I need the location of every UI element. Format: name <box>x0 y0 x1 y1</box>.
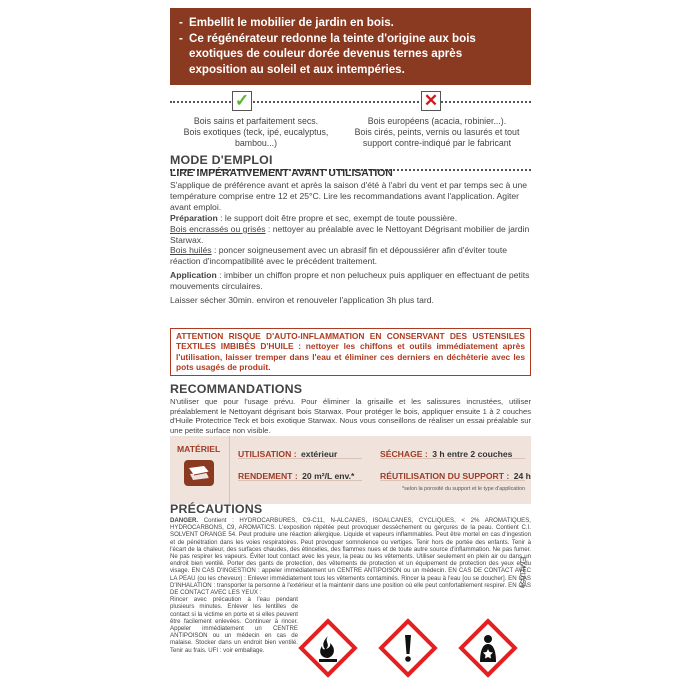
flame-icon <box>298 618 358 678</box>
specs-table <box>170 436 531 504</box>
rendement-value: 20 m²/L env. <box>302 471 352 481</box>
product-label <box>170 8 531 698</box>
rendement-cell: RENDEMENT : 20 m²/L env.* <box>238 471 355 481</box>
cell-divider <box>380 458 525 459</box>
sechage-value: 3 h entre 2 couches <box>432 449 513 459</box>
encrasses-label: Bois encrassés ou grisés <box>170 223 266 234</box>
dotted-divider <box>170 101 531 103</box>
mode-emploi-subtitle: LIRE IMPÉRATIVEMENT AVANT UTILISATION <box>170 168 393 179</box>
product-code: EM1165e <box>518 556 528 589</box>
recommendations-title: RECOMMANDATIONS <box>170 382 303 396</box>
precautions-text: DANGER. Contient : HYDROCARBURES, C9-C11, N-ALCANES, ISOALCANES, CYCLIQUES, < 2% AROMATIQUES, HYDROCARBONS, C9, AROMATICS. L'exposition répétée peut provoquer dessèchement ou gerçures de la peau. Contient C.I. SOLVENT ORANGE 54. Peut produire une réaction allergique. Liquide et vapeurs inflammables. Peut être mortel en cas d'ingestion et de pénétration dans les voies respiratoires. Peut provoquer somnolence ou vertiges. Tenir hors de portée des enfants. Tenir à l'écart de la chaleur, des surfaces chaudes, des étincelles, des flammes nues et de toute autre source d'inflammation. Ne pas fumer. Ne pas respirer les vapeurs. Éviter tout contact avec les yeux, la peau ou les vêtements. Utiliser seulement en plein air ou dans un endroit bien ventilé. Porter des gants de protection, des vêtements de protection et un équipement de protection des yeux et du visage. EN CAS D'INGESTION : appeler immédiatement un CENTRE ANTIPOISON ou un médecin. EN CAS DE CONTACT AVEC LA PEAU (ou les cheveux) : Enlever immédiatement tous les vêtements contaminés. Rincer la peau à l'eau [ou se doucher]. EN CAS D'INHALATION : transporter la personne à l'extérieur et la maintenir dans une position où elle peut confortablement respirer. EN CAS DE CONTACT AVEC LES YEUX : <box>170 517 531 597</box>
table-footnote: *selon la porosité du support et le type d'application <box>402 486 525 492</box>
cloth-icon <box>184 460 214 486</box>
drying-text: Laisser sécher 30min. environ et renouveler l'application 3h plus tard. <box>170 295 434 306</box>
precautions-title: PRÉCAUTIONS <box>170 502 263 516</box>
check-icon: ✓ <box>232 91 252 111</box>
preparation-label: Préparation <box>170 212 218 223</box>
material-cell <box>170 436 230 504</box>
reutilisation-value: 24 h <box>513 471 531 481</box>
sechage-cell: SÉCHAGE : 3 h entre 2 couches <box>380 449 513 459</box>
recommendations-text: N'utiliser que pour l'usage prévu. Pour éliminer la grisaille et les salissures incrustées, utiliser préalablement le Nettoyant dégrisant bois Starwax. Pour protéger le bois, appliquer ensuite 1 à 2 couches d'Huile Protectrice Teck et bois exotique Starwax. Nous vous conseillons de réaliser un essai préalable sur une petite surface non visible. <box>170 397 531 435</box>
precautions-text-tail: Rincer avec précaution à l'eau pendant plusieurs minutes. Enlever les lentilles de contact si la victime en porte et si elles peuvent être facilement enlevées. Continuer à rincer. Appeler immédiatement un CENTRE ANTIPOISON ou un médecin en cas de malaise. Stocker dans un endroit bien ventilé. Tenir au frais. UFI : voir emballage. <box>170 596 298 654</box>
application-text: Application : imbiber un chiffon propre et non pelucheux puis appliquer en effectuant de petits mouvements circulaires. <box>170 270 530 292</box>
unsuitable-woods <box>342 116 532 149</box>
utilisation-cell: UTILISATION : extérieur <box>238 449 338 459</box>
danger-label: DANGER. <box>170 517 199 524</box>
materiel-label: MATÉRIEL <box>177 444 221 454</box>
mode-emploi-section <box>170 153 531 306</box>
encrasses-text: Bois encrassés ou grisés : nettoyer au préalable avec le Nettoyant Dégrisant mobilier de jardin Starwax. <box>170 223 530 245</box>
mode-emploi-title: MODE D'EMPLOI <box>170 153 273 167</box>
benefits-banner: - Embellit le mobilier de jardin en bois. - Ce régénérateur redonne la teinte d'origine aux bois exotiques de couleur dorée devenus ternes après exposition au soleil et aux intempéries. <box>170 8 531 85</box>
fire-risk-warning: ATTENTION RISQUE D'AUTO-INFLAMMATION EN CONSERVANT DES USTENSILES TEXTILES IMBIBÉS D'HUILE : nettoyer les chiffons et outils immédiatement après l'utilisation, laisser tremper dans l'eau et éliminer ces derniers en déchèterie avec les pots usagés de produit. <box>170 328 531 376</box>
mode-emploi-intro: S'applique de préférence avant et après la saison d'été à l'abri du vent et par temps sec à une température comprise entre 12 et 25°C. Lire les recommandations avant l'application. Agiter avant emploi. <box>170 180 528 212</box>
unsuitable-text-2: Bois cirés, peints, vernis ou lasurés et tout support contre-indiqué par le fabricant <box>354 127 520 148</box>
suitable-woods <box>170 116 342 149</box>
cell-divider <box>238 480 362 481</box>
health-hazard-icon <box>458 618 518 678</box>
huiles-label: Bois huilés <box>170 245 212 256</box>
huiles-text: Bois huilés : poncer soigneusement avec un abrasif fin et dépoussiérer afin d'éviter toute réaction d'incompatibilité avec le précédent traitement. <box>170 245 507 267</box>
preparation-text: Préparation : le support doit être propre et sec, exempt de toute poussière. <box>170 212 458 223</box>
exclamation-icon <box>378 618 438 678</box>
application-label: Application <box>170 270 217 281</box>
benefit-line-1: Embellit le mobilier de jardin en bois. <box>189 16 394 29</box>
unsuitable-text-1: Bois européens (acacia, robinier...). <box>367 116 507 126</box>
cross-icon: ✕ <box>421 91 441 111</box>
suitable-text-2: Bois exotiques (teck, ipé, eucalyptus, bambou...) <box>183 127 329 148</box>
suitable-text-1: Bois sains et parfaitement secs. <box>193 116 319 126</box>
reutilisation-cell: RÉUTILISATION DU SUPPORT : 24 h <box>380 471 531 481</box>
cell-divider <box>380 480 525 481</box>
benefit-line-2: Ce régénérateur redonne la teinte d'origine aux bois exotiques de couleur dorée devenus ternes après exposition au soleil et aux intempéries. <box>189 31 476 76</box>
recommendations-section <box>170 382 531 435</box>
cell-divider <box>238 458 362 459</box>
utilisation-value: extérieur <box>301 449 338 459</box>
